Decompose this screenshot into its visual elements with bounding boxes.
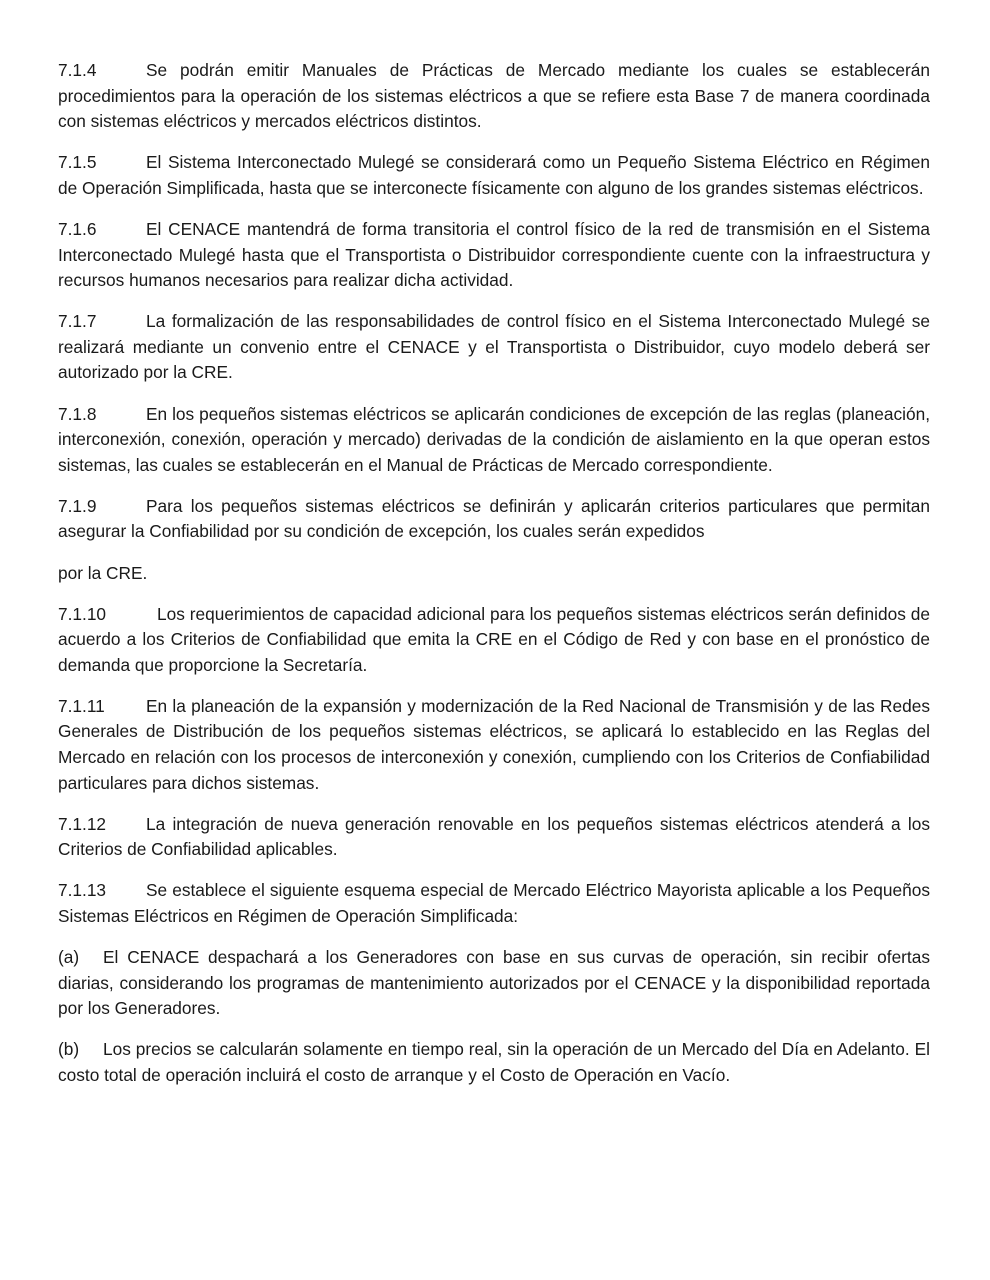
section-text: por la CRE. [58, 562, 148, 583]
section-number: 7.1.12 [58, 813, 107, 834]
section-7-1-10 [58, 602, 930, 679]
section-7-1-9 [58, 494, 930, 545]
section-number: 7.1.5 [58, 152, 97, 173]
item-a [58, 945, 930, 1022]
section-text: Para los pequeños sistemas eléctricos se definirán y aplicarán criterios particulares que permitan asegurar la Confiabilidad por su condición de excepción, los cuales serán expedidos [58, 495, 930, 542]
section-text: Los requerimientos de capacidad adicional para los pequeños sistemas eléctricos serán definidos de acuerdo a los Criterios de Confiabilidad que emita la CRE en el Código de Red y con base en el pronóstico de demanda que proporcione la Secretaría. [58, 603, 930, 675]
item-text: Los precios se calcularán solamente en tiempo real, sin la operación de un Mercado del Día en Adelanto. El costo total de operación incluirá el costo de arranque y el Costo de Operación en Vacío. [58, 1039, 930, 1085]
section-7-1-11 [58, 694, 930, 796]
section-text: La integración de nueva generación renovable en los pequeños sistemas eléctricos atenderá a los Criterios de Confiabilidad aplicables. [58, 813, 930, 860]
section-7-1-7 [58, 309, 930, 386]
section-7-1-13 [58, 878, 930, 929]
section-7-1-4 [58, 58, 930, 135]
section-number: 7.1.10 [58, 603, 107, 624]
section-number: 7.1.13 [58, 880, 107, 901]
section-text: Se establece el siguiente esquema especial de Mercado Eléctrico Mayorista aplicable a los Pequeños Sistemas Eléctricos en Régimen de Operación Simplificada: [58, 880, 930, 927]
section-text: La formalización de las responsabilidades de control físico en el Sistema Interconectado Mulegé se realizará mediante un convenio entre el CENACE y el Transportista o Distribuidor, cuyo modelo deberá ser autorizado por la CRE. [58, 311, 930, 383]
section-number: 7.1.6 [58, 218, 97, 239]
section-text: Se podrán emitir Manuales de Prácticas de Mercado mediante los cuales se establecerán procedimientos para la operación de los sistemas eléctricos a que se refiere esta Base 7 de manera coordinada con sistemas eléctricos y mercados eléctricos distintos. [58, 60, 930, 132]
section-text: El Sistema Interconectado Mulegé se considerará como un Pequeño Sistema Eléctrico en Régimen de Operación Simplificada, hasta que se interconecte físicamente con alguno de los grandes sistemas eléctricos. [58, 152, 930, 198]
section-number: 7.1.7 [58, 311, 97, 332]
item-label: (b) [58, 1039, 80, 1060]
item-b [58, 1037, 930, 1088]
section-number: 7.1.8 [58, 403, 97, 424]
section-7-1-12 [58, 812, 930, 863]
section-number: 7.1.11 [58, 695, 105, 716]
section-7-1-8 [58, 402, 930, 479]
section-text: En la planeación de la expansión y modernización de la Red Nacional de Transmisión y de las Redes Generales de Distribución de los pequeños sistemas eléctricos, se aplicará lo establecido en las Reglas del Mercado en relación con los procesos de interconexión y conexión, cumpliendo con los Criterios de Confiabilidad particulares para dichos sistemas. [58, 695, 930, 793]
section-number: 7.1.4 [58, 60, 97, 80]
item-label: (a) [58, 947, 80, 968]
section-text: En los pequeños sistemas eléctricos se aplicarán condiciones de excepción de las reglas (planeación, interconexión, conexión, operación y mercado) derivadas de la condición de aislamiento en la que operan estos sistemas, las cuales se establecerán en el Manual de Prácticas de Mercado correspondiente. [58, 403, 930, 475]
section-7-1-6 [58, 217, 930, 294]
document-page [58, 58, 930, 1104]
item-text: El CENACE despachará a los Generadores con base en sus curvas de operación, sin recibir ofertas diarias, considerando los programas de mantenimiento autorizados por el CENACE y la disponibilidad reportada por los Generadores. [58, 947, 930, 1019]
section-text: El CENACE mantendrá de forma transitoria el control físico de la red de transmisión en el Sistema Interconectado Mulegé hasta que el Transportista o Distribuidor correspondiente cuente con la infraestructura y recursos humanos necesarios para realizar dicha actividad. [58, 218, 930, 291]
section-7-1-5 [58, 150, 930, 201]
section-number: 7.1.9 [58, 495, 97, 516]
section-7-1-9-continuation [58, 561, 930, 587]
